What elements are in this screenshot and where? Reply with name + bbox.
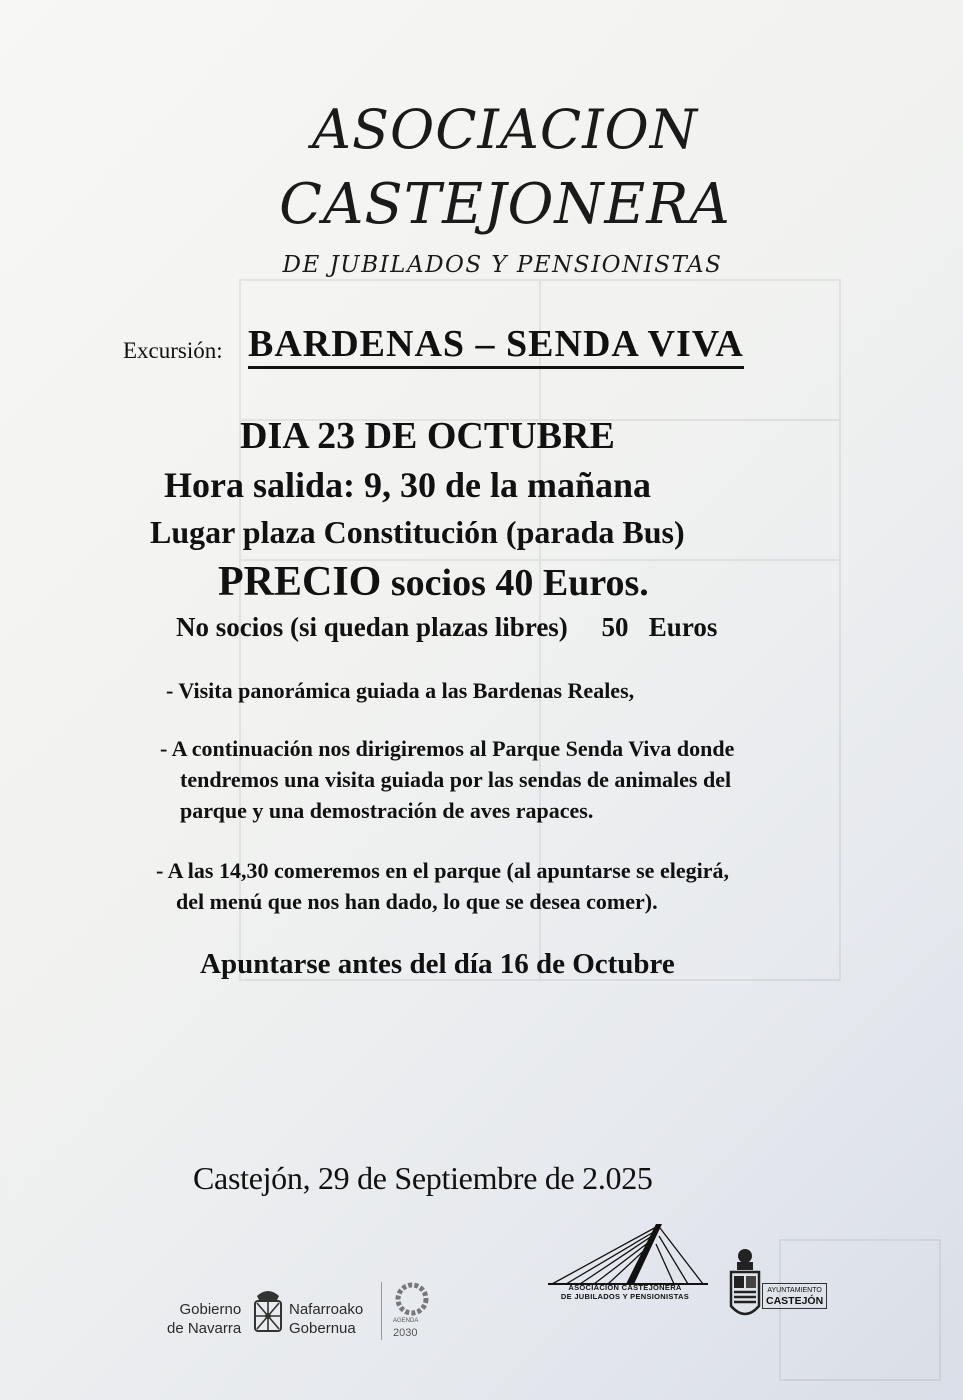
- association-logo-line2: DE JUBILADOS Y PENSIONISTAS: [560, 1292, 690, 1301]
- association-name-line2: CASTEJONERA: [279, 172, 731, 237]
- price-label: PRECIO: [218, 559, 382, 605]
- nafarroako-line2: Gobernua: [289, 1320, 356, 1337]
- meeting-place: Lugar plaza Constitución (parada Bus): [150, 514, 685, 550]
- ayuntamiento-castejon-text: [762, 1283, 827, 1309]
- association-name-line1: ASOCIACION: [311, 98, 699, 161]
- castejon-coat-of-arms-icon: [728, 1246, 762, 1326]
- agenda-2030-wheel-icon: [393, 1280, 431, 1318]
- gobierno-line2: de Navarra: [167, 1320, 242, 1337]
- association-logo-line1: ASOCIACIÓN CASTEJONERA: [568, 1283, 682, 1292]
- nafarroako-line1: Nafarroako: [289, 1301, 364, 1318]
- association-bridge-logo-icon: [548, 1222, 708, 1286]
- navarra-coat-of-arms-icon: [251, 1286, 285, 1338]
- price-amount: socios 40 Euros.: [381, 562, 649, 604]
- ayto-line1: AYUNTAMIENTO: [767, 1287, 822, 1294]
- association-logo-text: [545, 1283, 705, 1301]
- logo-divider: [381, 1282, 382, 1340]
- non-member-price: No socios (si quedan plazas libres) 50 Euros: [176, 612, 718, 642]
- ayto-line2: CASTEJÓN: [766, 1295, 824, 1307]
- member-price: [218, 558, 649, 606]
- excursion-name: BARDENAS – SENDA VIVA: [248, 322, 744, 369]
- excursion-label: Excursión:: [123, 338, 223, 363]
- itinerary-item-2-line2: tendremos una visita guiada por las sendas de animales del: [180, 767, 732, 792]
- itinerary-item-3-line1: - A las 14,30 comeremos en el parque (al apuntarse se elegirá,: [156, 858, 729, 883]
- gobierno-line1: Gobierno: [179, 1301, 242, 1318]
- itinerary-item-3: [156, 855, 729, 917]
- gobierno-navarra-text: [167, 1300, 241, 1338]
- itinerary-item-2-line1: - A continuación nos dirigiremos al Parque Senda Viva donde: [160, 736, 735, 761]
- itinerary-item-2-line3: parque y una demostración de aves rapaces.: [180, 798, 594, 823]
- excursion-date: DIA 23 DE OCTUBRE: [240, 415, 615, 457]
- agenda-label: AGENDA: [393, 1318, 419, 1324]
- itinerary-item-3-line2: del menú que nos han dado, lo que se desea comer).: [176, 889, 658, 914]
- association-subtitle: DE JUBILADOS Y PENSIONISTAS: [282, 252, 723, 278]
- place-and-date: Castejón, 29 de Septiembre de 2.025: [193, 1160, 653, 1196]
- departure-time: Hora salida: 9, 30 de la mañana: [164, 465, 652, 505]
- agenda-year: 2030: [393, 1327, 418, 1339]
- itinerary-item-2: [160, 733, 734, 826]
- signup-deadline: Apuntarse antes del día 16 de Octubre: [200, 948, 675, 980]
- itinerary-item-1: - Visita panorámica guiada a las Bardenas Reales,: [166, 678, 635, 703]
- nafarroako-gobernua-text: [289, 1300, 363, 1338]
